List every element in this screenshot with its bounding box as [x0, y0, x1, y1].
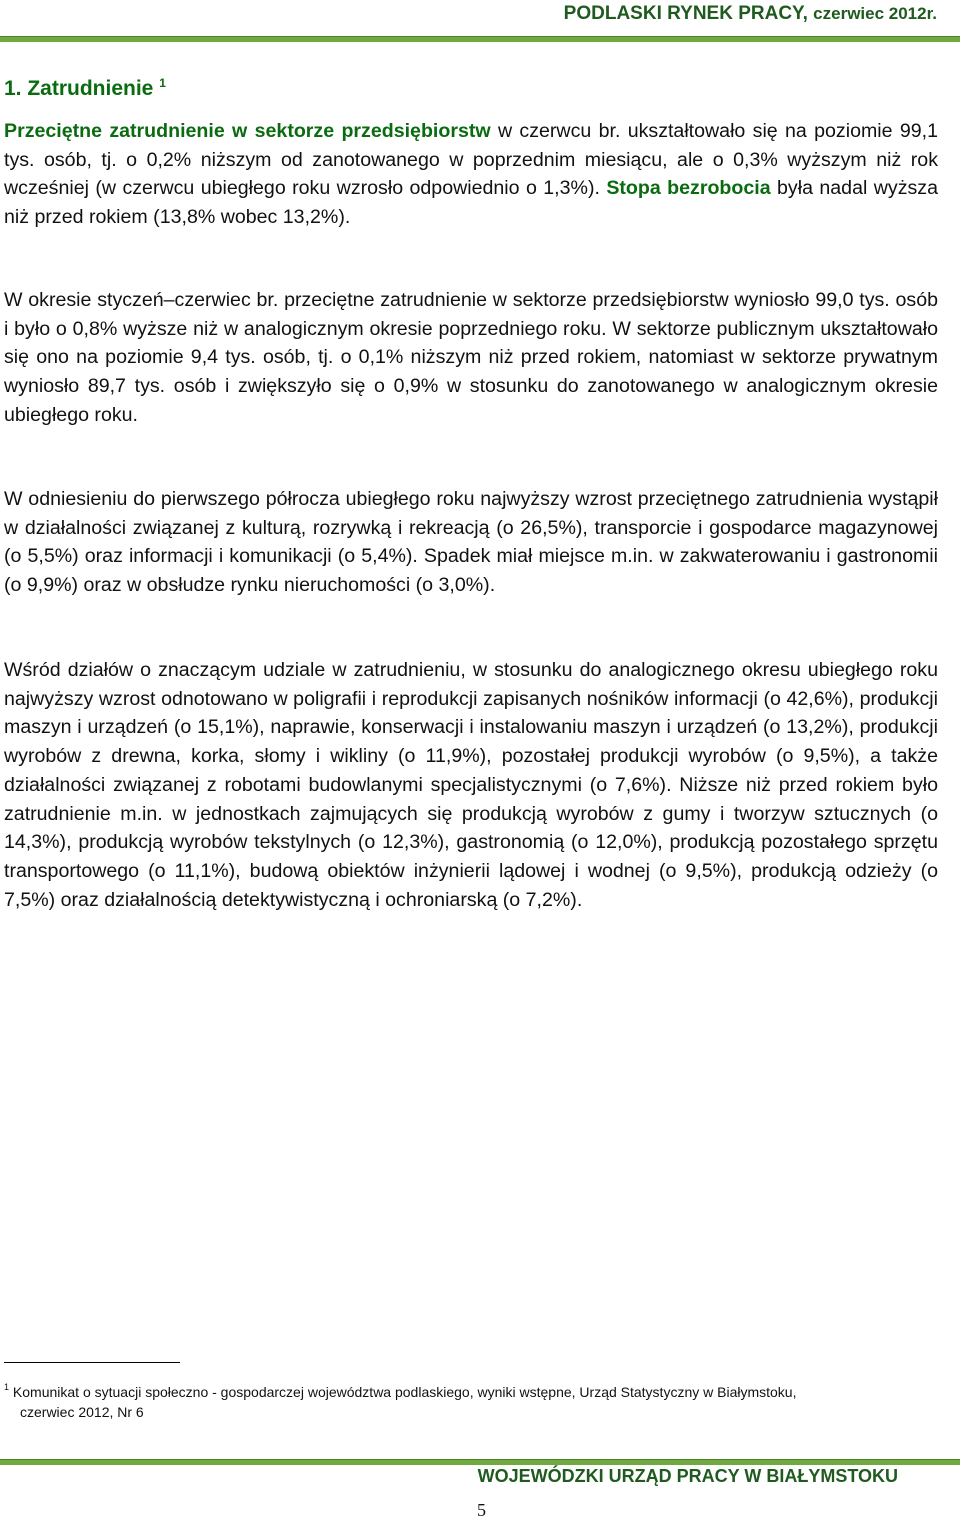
footer-divider: [0, 1459, 960, 1465]
paragraph-sector-changes: W odniesieniu do pierwszego półrocza ubiegłego roku najwyższy wzrost przeciętnego zatrudnienia wystąpił w działalności związanej z kulturą, rozrywką i rekreacją (o 26,5%), transporcie i gospodarce magazynowej (o 5,5%) oraz informacji i komunikacji (o 5,4%). Spadek miał miejsce m.in. w zakwaterowaniu i gastronomii (o 9,9%) oraz w obsłudze rynku nieruchomości (o 3,0%).: [4, 488, 938, 597]
footnote-marker: 1: [4, 1382, 10, 1392]
header-title-date: czerwiec 2012r.: [813, 4, 937, 23]
paragraph-employment-summary: [4, 117, 938, 232]
paragraph-jan-jun-employment: W okresie styczeń–czerwiec br. przeciętne zatrudnienie w sektorze przedsiębiorstw wyniosło 99,0 tys. osób i było o 0,8% wyższe niż w analogicznym okresie poprzedniego roku. W sektorze publicznym ukształtowało się ono na poziomie 9,4 tys. osób, tj. o 0,1% niższym niż przed rokiem, natomiast w sektorze prywatnym wyniosło 89,7 tys. osób i zwiększyło się o 0,9% w stosunku do zanotowanego w analogicznym okresie ubiegłego roku.: [4, 289, 938, 426]
page-header-title: [564, 3, 937, 25]
footer-organization: WOJEWÓDZKI URZĄD PRACY W BIAŁYMSTOKU: [477, 1466, 898, 1486]
footnote-line-1: Komunikat o sytuacji społeczno - gospodarczej województwa podlaskiego, wyniki wstępne, Urząd Statystyczny w Białymstoku,: [12, 1384, 797, 1400]
section-title-text: 1. Zatrudnienie: [4, 77, 154, 100]
paragraph-text: była nadal wyższa niż przed rokiem (13,8% wobec 13,2%).: [4, 177, 938, 229]
footnote-line-2: czerwiec 2012, Nr 6: [20, 1404, 144, 1420]
paragraph-text: w czerwcu br. ukształtowało się na poziomie 99,1 tys. osób, tj. o 0,2% niższym od zanotowanego w poprzednim miesiącu, ale o 0,3% wyższym niż rok wcześniej (w czerwcu ubiegłego roku wzrosło odpowiednio o 1,3%).: [4, 120, 938, 200]
footnote-reference[interactable]: 1: [159, 76, 166, 90]
header-title-main: PODLASKI RYNEK PRACY,: [563, 3, 808, 24]
emphasis-unemployment-rate: Stopa bezrobocia: [606, 177, 771, 200]
paragraph-division-changes: Wśród działów o znaczącym udziale w zatrudnieniu, w stosunku do analogicznego okresu ubiegłego roku najwyższy wzrost odnotowano w poligrafii i reprodukcji zapisanych nośników informacji (o 42,6%), produkcji maszyn i urządzeń (o 15,1%), naprawie, konserwacji i instalowaniu maszyn i urządzeń (o 13,2%), produkcji wyrobów z drewna, korka, słomy i wikliny (o 11,9%), pozostałej produkcji wyrobów (o 9,5%), a także działalności związanej z robotami budowlanymi specjalistycznymi (o 7,6%). Niższe niż przed rokiem było zatrudnienie m.in. w jednostkach zajmujących się produkcją wyrobów z gumy i tworzyw sztucznych (o 14,3%), produkcją wyrobów tekstylnych (o 12,3%), gastronomią (o 12,0%), produkcją pozostałego sprzętu transportowego (o 11,1%), budową obiektów inżynierii lądowej i wodnej (o 9,5%), produkcją odzieży (o 7,5%) oraz działalnością detektywistyczną i ochroniarską (o 7,2%).: [4, 659, 938, 911]
footnote: [4, 1382, 934, 1422]
header-divider: [0, 36, 960, 42]
page-number: 5: [477, 1500, 486, 1520]
section-title: [4, 76, 166, 101]
emphasis-average-employment: Przeciętne zatrudnienie w sektorze przedsiębiorstw: [4, 120, 491, 142]
footnote-divider: [4, 1362, 180, 1363]
